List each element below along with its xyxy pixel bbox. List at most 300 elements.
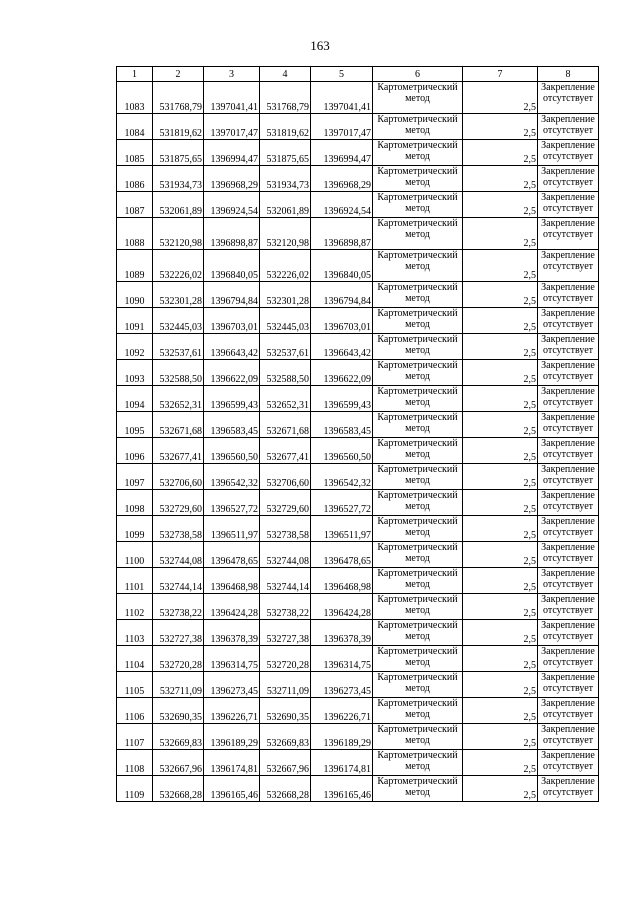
method-line: метод <box>405 125 430 136</box>
x-coordinate-cell: 531768,79 <box>153 82 204 114</box>
method-cell <box>373 542 463 568</box>
x-coordinate-cell: 532727,38 <box>153 620 204 646</box>
y-coordinate-cell: 1396840,05 <box>204 250 260 282</box>
y-coordinate-cell: 1396703,01 <box>311 308 373 334</box>
table-body <box>117 82 599 802</box>
method-line: Картометрический <box>377 140 458 151</box>
method-line: Картометрический <box>377 308 458 319</box>
x-coordinate-cell: 531819,62 <box>153 114 204 140</box>
fixing-line: Закрепление <box>541 464 595 475</box>
column-header: 7 <box>463 67 538 82</box>
point-number-cell: 1096 <box>117 438 153 464</box>
method-line: Картометрический <box>377 192 458 203</box>
method-cell <box>373 192 463 218</box>
method-cell <box>373 308 463 334</box>
fixing-cell <box>538 724 599 750</box>
y-coordinate-cell: 1396703,01 <box>204 308 260 334</box>
point-number-cell: 1093 <box>117 360 153 386</box>
table-row <box>117 114 599 140</box>
table-row <box>117 140 599 166</box>
y-coordinate-cell: 1396643,42 <box>204 334 260 360</box>
y-coordinate-cell: 1396424,28 <box>311 594 373 620</box>
fixing-line: Закрепление <box>541 672 595 683</box>
fixing-cell <box>538 672 599 698</box>
y-coordinate-cell: 1396924,54 <box>204 192 260 218</box>
point-number-cell: 1103 <box>117 620 153 646</box>
fixing-line: Закрепление <box>541 568 595 579</box>
fixing-line: Закрепление <box>541 776 595 787</box>
table-row <box>117 334 599 360</box>
accuracy-cell: 2,5 <box>463 698 538 724</box>
fixing-line: Закрепление <box>541 360 595 371</box>
fixing-line: отсутствует <box>542 229 594 240</box>
accuracy-cell: 2,5 <box>463 218 538 250</box>
fixing-cell <box>538 140 599 166</box>
method-cell <box>373 412 463 438</box>
y-coordinate-cell: 1396527,72 <box>311 490 373 516</box>
method-cell <box>373 386 463 412</box>
fixing-line: отсутствует <box>542 93 594 104</box>
accuracy-cell: 2,5 <box>463 594 538 620</box>
x-coordinate-cell: 532668,28 <box>260 776 311 802</box>
point-number-cell: 1091 <box>117 308 153 334</box>
accuracy-cell: 2,5 <box>463 334 538 360</box>
fixing-cell <box>538 698 599 724</box>
fixing-line: Закрепление <box>541 250 595 261</box>
accuracy-cell: 2,5 <box>463 82 538 114</box>
point-number-cell: 1095 <box>117 412 153 438</box>
fixing-cell <box>538 218 599 250</box>
method-line: Картометрический <box>377 464 458 475</box>
fixing-line: Закрепление <box>541 82 595 93</box>
method-cell <box>373 672 463 698</box>
x-coordinate-cell: 532711,09 <box>153 672 204 698</box>
x-coordinate-cell: 532744,08 <box>260 542 311 568</box>
x-coordinate-cell: 532711,09 <box>260 672 311 698</box>
x-coordinate-cell: 532729,60 <box>260 490 311 516</box>
method-line: Картометрический <box>377 776 458 787</box>
y-coordinate-cell: 1396542,32 <box>311 464 373 490</box>
x-coordinate-cell: 532720,28 <box>153 646 204 672</box>
x-coordinate-cell: 532738,22 <box>260 594 311 620</box>
x-coordinate-cell: 532668,28 <box>153 776 204 802</box>
x-coordinate-cell: 532120,98 <box>260 218 311 250</box>
method-line: метод <box>405 761 430 772</box>
method-line: метод <box>405 151 430 162</box>
y-coordinate-cell: 1397041,41 <box>204 82 260 114</box>
fixing-cell <box>538 776 599 802</box>
fixing-line: Закрепление <box>541 724 595 735</box>
y-coordinate-cell: 1396478,65 <box>204 542 260 568</box>
fixing-line: отсутствует <box>542 761 594 772</box>
accuracy-cell: 2,5 <box>463 250 538 282</box>
fixing-line: Закрепление <box>541 594 595 605</box>
method-cell <box>373 516 463 542</box>
accuracy-cell: 2,5 <box>463 516 538 542</box>
fixing-cell <box>538 360 599 386</box>
fixing-cell <box>538 250 599 282</box>
point-number-cell: 1100 <box>117 542 153 568</box>
table-row <box>117 620 599 646</box>
x-coordinate-cell: 532301,28 <box>153 282 204 308</box>
x-coordinate-cell: 532720,28 <box>260 646 311 672</box>
fixing-line: Закрепление <box>541 750 595 761</box>
fixing-cell <box>538 192 599 218</box>
y-coordinate-cell: 1396511,97 <box>204 516 260 542</box>
method-line: Картометрический <box>377 568 458 579</box>
table-header <box>117 67 599 82</box>
method-line: метод <box>405 229 430 240</box>
fixing-line: отсутствует <box>542 657 594 668</box>
x-coordinate-cell: 532669,83 <box>153 724 204 750</box>
table-row <box>117 672 599 698</box>
accuracy-cell: 2,5 <box>463 308 538 334</box>
y-coordinate-cell: 1396840,05 <box>311 250 373 282</box>
x-coordinate-cell: 532738,58 <box>260 516 311 542</box>
point-number-cell: 1099 <box>117 516 153 542</box>
y-coordinate-cell: 1396378,39 <box>311 620 373 646</box>
y-coordinate-cell: 1396583,45 <box>204 412 260 438</box>
method-line: метод <box>405 371 430 382</box>
y-coordinate-cell: 1396314,75 <box>204 646 260 672</box>
method-cell <box>373 82 463 114</box>
x-coordinate-cell: 532671,68 <box>260 412 311 438</box>
x-coordinate-cell: 532669,83 <box>260 724 311 750</box>
accuracy-cell: 2,5 <box>463 750 538 776</box>
y-coordinate-cell: 1396924,54 <box>311 192 373 218</box>
y-coordinate-cell: 1396174,81 <box>204 750 260 776</box>
y-coordinate-cell: 1396599,43 <box>311 386 373 412</box>
y-coordinate-cell: 1396378,39 <box>204 620 260 646</box>
y-coordinate-cell: 1396583,45 <box>311 412 373 438</box>
y-coordinate-cell: 1396189,29 <box>204 724 260 750</box>
point-number-cell: 1109 <box>117 776 153 802</box>
method-cell <box>373 750 463 776</box>
point-number-cell: 1089 <box>117 250 153 282</box>
y-coordinate-cell: 1396994,47 <box>311 140 373 166</box>
x-coordinate-cell: 532445,03 <box>260 308 311 334</box>
fixing-line: Закрепление <box>541 192 595 203</box>
fixing-line: Закрепление <box>541 282 595 293</box>
table-row <box>117 192 599 218</box>
method-line: метод <box>405 177 430 188</box>
method-line: метод <box>405 423 430 434</box>
x-coordinate-cell: 531875,65 <box>153 140 204 166</box>
point-number-cell: 1104 <box>117 646 153 672</box>
method-line: Картометрический <box>377 386 458 397</box>
fixing-line: отсутствует <box>542 261 594 272</box>
y-coordinate-cell: 1396968,29 <box>204 166 260 192</box>
x-coordinate-cell: 532706,60 <box>153 464 204 490</box>
method-cell <box>373 698 463 724</box>
point-number-cell: 1108 <box>117 750 153 776</box>
x-coordinate-cell: 532677,41 <box>260 438 311 464</box>
point-number-cell: 1102 <box>117 594 153 620</box>
x-coordinate-cell: 531768,79 <box>260 82 311 114</box>
fixing-cell <box>538 750 599 776</box>
method-line: метод <box>405 787 430 798</box>
fixing-line: Закрепление <box>541 490 595 501</box>
accuracy-cell: 2,5 <box>463 724 538 750</box>
x-coordinate-cell: 532727,38 <box>260 620 311 646</box>
table-row <box>117 646 599 672</box>
y-coordinate-cell: 1396560,50 <box>204 438 260 464</box>
method-line: Картометрический <box>377 82 458 93</box>
page-number: 163 <box>310 38 330 53</box>
method-line: Картометрический <box>377 334 458 345</box>
fixing-line: Закрепление <box>541 412 595 423</box>
method-line: Картометрический <box>377 114 458 125</box>
point-number-cell: 1092 <box>117 334 153 360</box>
method-cell <box>373 490 463 516</box>
fixing-line: отсутствует <box>542 553 594 564</box>
fixing-line: отсутствует <box>542 397 594 408</box>
fixing-line: отсутствует <box>542 501 594 512</box>
method-line: Картометрический <box>377 250 458 261</box>
method-cell <box>373 218 463 250</box>
x-coordinate-cell: 532671,68 <box>153 412 204 438</box>
fixing-cell <box>538 82 599 114</box>
fixing-line: Закрепление <box>541 620 595 631</box>
fixing-line: отсутствует <box>542 125 594 136</box>
fixing-line: отсутствует <box>542 293 594 304</box>
y-coordinate-cell: 1396794,84 <box>204 282 260 308</box>
method-cell <box>373 776 463 802</box>
fixing-line: отсутствует <box>542 709 594 720</box>
x-coordinate-cell: 532537,61 <box>153 334 204 360</box>
y-coordinate-cell: 1396898,87 <box>311 218 373 250</box>
fixing-line: отсутствует <box>542 423 594 434</box>
fixing-line: Закрепление <box>541 438 595 449</box>
method-line: метод <box>405 605 430 616</box>
fixing-line: отсутствует <box>542 371 594 382</box>
fixing-cell <box>538 282 599 308</box>
y-coordinate-cell: 1396542,32 <box>204 464 260 490</box>
method-line: Картометрический <box>377 646 458 657</box>
method-line: Картометрический <box>377 282 458 293</box>
accuracy-cell: 2,5 <box>463 140 538 166</box>
x-coordinate-cell: 532120,98 <box>153 218 204 250</box>
table-row <box>117 568 599 594</box>
y-coordinate-cell: 1396314,75 <box>311 646 373 672</box>
method-line: метод <box>405 449 430 460</box>
y-coordinate-cell: 1396468,98 <box>311 568 373 594</box>
y-coordinate-cell: 1396273,45 <box>204 672 260 698</box>
fixing-line: отсутствует <box>542 683 594 694</box>
accuracy-cell: 2,5 <box>463 438 538 464</box>
y-coordinate-cell: 1396226,71 <box>204 698 260 724</box>
method-line: метод <box>405 319 430 330</box>
fixing-line: Закрепление <box>541 308 595 319</box>
y-coordinate-cell: 1397017,47 <box>204 114 260 140</box>
method-line: Картометрический <box>377 750 458 761</box>
fixing-cell <box>538 646 599 672</box>
x-coordinate-cell: 532667,96 <box>153 750 204 776</box>
fixing-line: Закрепление <box>541 698 595 709</box>
fixing-cell <box>538 490 599 516</box>
y-coordinate-cell: 1397041,41 <box>311 82 373 114</box>
method-cell <box>373 114 463 140</box>
x-coordinate-cell: 531934,73 <box>153 166 204 192</box>
point-number-cell: 1088 <box>117 218 153 250</box>
fixing-line: отсутствует <box>542 579 594 590</box>
accuracy-cell: 2,5 <box>463 490 538 516</box>
method-line: метод <box>405 93 430 104</box>
fixing-line: отсутствует <box>542 203 594 214</box>
method-cell <box>373 464 463 490</box>
method-cell <box>373 646 463 672</box>
x-coordinate-cell: 532588,50 <box>153 360 204 386</box>
method-line: метод <box>405 553 430 564</box>
method-line: метод <box>405 735 430 746</box>
method-cell <box>373 438 463 464</box>
fixing-cell <box>538 594 599 620</box>
column-header: 2 <box>153 67 204 82</box>
x-coordinate-cell: 532588,50 <box>260 360 311 386</box>
header-row <box>117 67 599 82</box>
x-coordinate-cell: 532537,61 <box>260 334 311 360</box>
method-cell <box>373 360 463 386</box>
fixing-line: Закрепление <box>541 646 595 657</box>
point-number-cell: 1090 <box>117 282 153 308</box>
y-coordinate-cell: 1396511,97 <box>311 516 373 542</box>
method-line: метод <box>405 397 430 408</box>
x-coordinate-cell: 532690,35 <box>260 698 311 724</box>
accuracy-cell: 2,5 <box>463 464 538 490</box>
y-coordinate-cell: 1396424,28 <box>204 594 260 620</box>
x-coordinate-cell: 532744,14 <box>260 568 311 594</box>
y-coordinate-cell: 1396165,46 <box>311 776 373 802</box>
point-number-cell: 1105 <box>117 672 153 698</box>
accuracy-cell: 2,5 <box>463 620 538 646</box>
method-cell <box>373 282 463 308</box>
method-line: Картометрический <box>377 166 458 177</box>
x-coordinate-cell: 532744,14 <box>153 568 204 594</box>
method-line: метод <box>405 261 430 272</box>
y-coordinate-cell: 1396165,46 <box>204 776 260 802</box>
y-coordinate-cell: 1396273,45 <box>311 672 373 698</box>
point-number-cell: 1083 <box>117 82 153 114</box>
method-line: Картометрический <box>377 672 458 683</box>
y-coordinate-cell: 1396794,84 <box>311 282 373 308</box>
accuracy-cell: 2,5 <box>463 192 538 218</box>
point-number-cell: 1097 <box>117 464 153 490</box>
table-row <box>117 698 599 724</box>
y-coordinate-cell: 1396478,65 <box>311 542 373 568</box>
method-line: Картометрический <box>377 412 458 423</box>
x-coordinate-cell: 532667,96 <box>260 750 311 776</box>
table-row <box>117 250 599 282</box>
fixing-cell <box>538 166 599 192</box>
x-coordinate-cell: 532652,31 <box>153 386 204 412</box>
x-coordinate-cell: 532445,03 <box>153 308 204 334</box>
y-coordinate-cell: 1396560,50 <box>311 438 373 464</box>
method-line: Картометрический <box>377 542 458 553</box>
fixing-line: Закрепление <box>541 542 595 553</box>
x-coordinate-cell: 532690,35 <box>153 698 204 724</box>
y-coordinate-cell: 1397017,47 <box>311 114 373 140</box>
method-line: Картометрический <box>377 620 458 631</box>
method-line: Картометрический <box>377 438 458 449</box>
fixing-line: отсутствует <box>542 151 594 162</box>
column-header: 1 <box>117 67 153 82</box>
x-coordinate-cell: 532706,60 <box>260 464 311 490</box>
table-row <box>117 218 599 250</box>
accuracy-cell: 2,5 <box>463 568 538 594</box>
accuracy-cell: 2,5 <box>463 776 538 802</box>
table-row <box>117 360 599 386</box>
y-coordinate-cell: 1396226,71 <box>311 698 373 724</box>
table-row <box>117 282 599 308</box>
method-line: метод <box>405 345 430 356</box>
point-number-cell: 1107 <box>117 724 153 750</box>
point-number-cell: 1087 <box>117 192 153 218</box>
method-line: метод <box>405 475 430 486</box>
accuracy-cell: 2,5 <box>463 282 538 308</box>
point-number-cell: 1085 <box>117 140 153 166</box>
table-row <box>117 594 599 620</box>
accuracy-cell: 2,5 <box>463 646 538 672</box>
x-coordinate-cell: 532301,28 <box>260 282 311 308</box>
fixing-cell <box>538 412 599 438</box>
accuracy-cell: 2,5 <box>463 672 538 698</box>
fixing-line: отсутствует <box>542 631 594 642</box>
fixing-line: Закрепление <box>541 166 595 177</box>
method-cell <box>373 594 463 620</box>
point-number-cell: 1106 <box>117 698 153 724</box>
column-header: 6 <box>373 67 463 82</box>
x-coordinate-cell: 532744,08 <box>153 542 204 568</box>
fixing-line: Закрепление <box>541 218 595 229</box>
fixing-line: Закрепление <box>541 516 595 527</box>
accuracy-cell: 2,5 <box>463 386 538 412</box>
method-cell <box>373 140 463 166</box>
y-coordinate-cell: 1396527,72 <box>204 490 260 516</box>
x-coordinate-cell: 532738,58 <box>153 516 204 542</box>
accuracy-cell: 2,5 <box>463 412 538 438</box>
y-coordinate-cell: 1396968,29 <box>311 166 373 192</box>
accuracy-cell: 2,5 <box>463 542 538 568</box>
x-coordinate-cell: 532652,31 <box>260 386 311 412</box>
method-line: метод <box>405 501 430 512</box>
column-header: 3 <box>204 67 260 82</box>
fixing-cell <box>538 334 599 360</box>
x-coordinate-cell: 532729,60 <box>153 490 204 516</box>
accuracy-cell: 2,5 <box>463 114 538 140</box>
fixing-line: Закрепление <box>541 334 595 345</box>
fixing-line: Закрепление <box>541 114 595 125</box>
fixing-line: отсутствует <box>542 449 594 460</box>
y-coordinate-cell: 1396643,42 <box>311 334 373 360</box>
method-line: Картометрический <box>377 698 458 709</box>
method-cell <box>373 568 463 594</box>
table-row <box>117 516 599 542</box>
method-line: метод <box>405 631 430 642</box>
point-number-cell: 1084 <box>117 114 153 140</box>
x-coordinate-cell: 532226,02 <box>260 250 311 282</box>
method-line: метод <box>405 683 430 694</box>
method-line: Картометрический <box>377 724 458 735</box>
fixing-line: отсутствует <box>542 605 594 616</box>
method-line: метод <box>405 293 430 304</box>
method-line: метод <box>405 709 430 720</box>
method-cell <box>373 724 463 750</box>
table-row <box>117 166 599 192</box>
table-row <box>117 776 599 802</box>
y-coordinate-cell: 1396599,43 <box>204 386 260 412</box>
x-coordinate-cell: 531819,62 <box>260 114 311 140</box>
point-number-cell: 1101 <box>117 568 153 594</box>
